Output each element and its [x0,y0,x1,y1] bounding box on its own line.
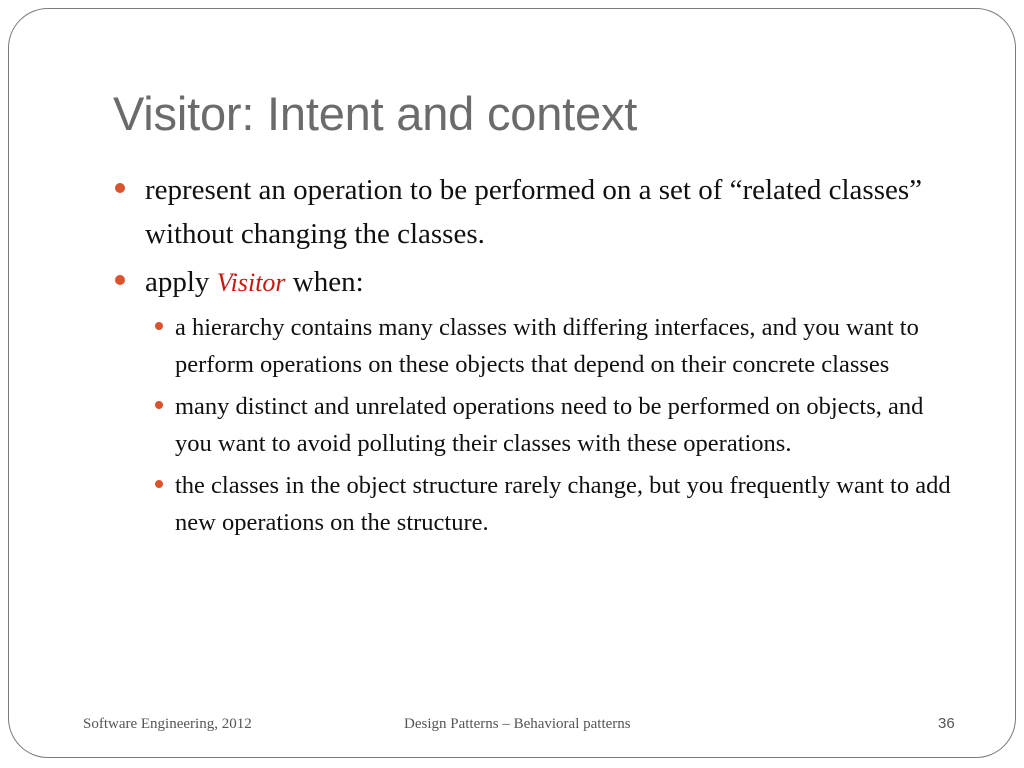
sub-bullet-item [149,388,963,462]
sub-bullet-list [149,309,963,541]
sub-bullet-item [149,309,963,383]
sub-bullet-dot-icon [155,322,163,330]
slide-content [113,168,963,546]
bullet-text-suffix: when: [285,266,364,298]
footer-topic: Design Patterns – Behavioral patterns [404,716,631,732]
sub-bullet-text: the classes in the object structure rarely change, but you frequently want to add new operations on the structure. [175,472,951,536]
sub-bullet-dot-icon [155,401,163,409]
bullet-text: represent an operation to be performed on a set of “related classes” without changing the classes. [145,174,923,250]
sub-bullet-item [149,467,963,541]
bullet-item [113,168,963,256]
bullet-text-prefix: apply [145,266,217,298]
page-number: 36 [938,715,955,732]
bullet-item [113,260,963,305]
sub-bullet-text: many distinct and unrelated operations need to be performed on objects, and you want to avoid polluting their classes with these operations. [175,393,924,457]
slide-title: Visitor: Intent and context [113,87,638,140]
bullet-dot-icon [115,275,125,285]
sub-bullet-dot-icon [155,480,163,488]
bullet-dot-icon [115,183,125,193]
bullet-highlight: Visitor [216,268,286,297]
sub-bullet-text: a hierarchy contains many classes with differing interfaces, and you want to perform operations on these objects that depend on their concrete classes [175,314,919,378]
footer-course: Software Engineering, 2012 [83,716,252,732]
